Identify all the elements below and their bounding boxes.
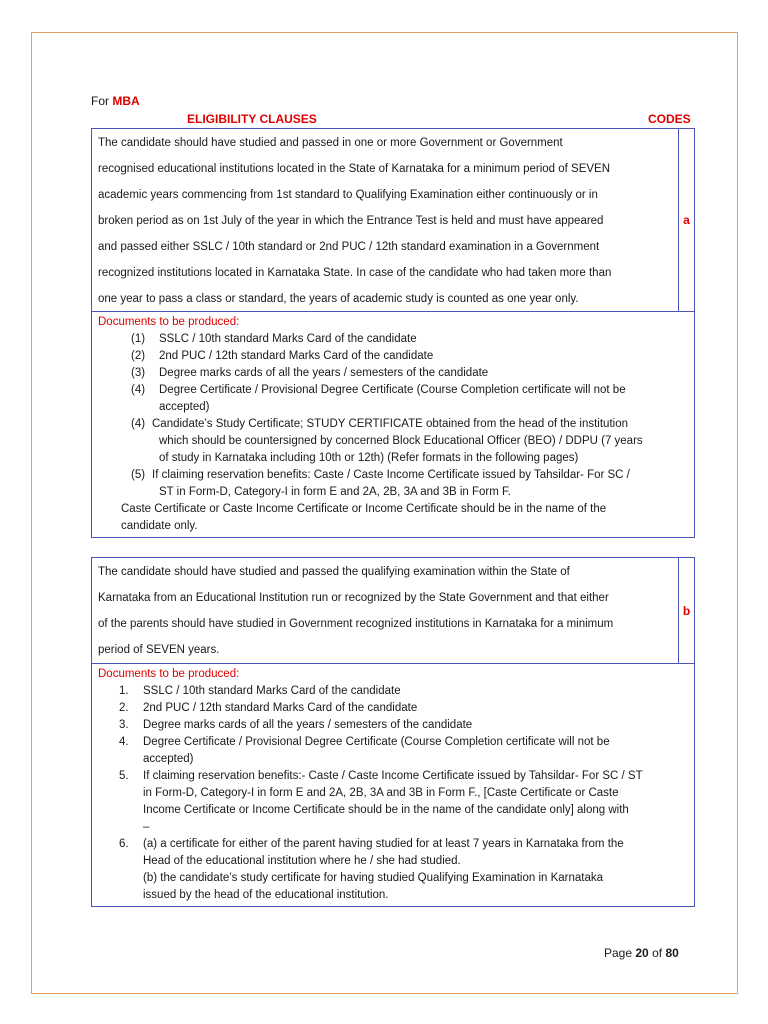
clause-a-line: recognised educational institutions located in the State of Karnataka for a minimum period of SEVEN: [98, 163, 611, 175]
clause-b-documents: [92, 664, 694, 904]
item-number: 6.: [119, 838, 129, 850]
clause-a-box: [91, 128, 695, 538]
clause-a-line: and passed either SSLC / 10th standard or 2nd PUC / 12th standard examination in a Government: [98, 241, 600, 253]
clause-a-documents: [92, 312, 694, 535]
clause-a-row: [92, 129, 694, 312]
document-item: [98, 467, 686, 501]
clause-b-line: Karnataka from an Educational Institution run or recognized by the State Government and that either: [98, 592, 609, 604]
clause-a-line: academic years commencing from 1st standard to Qualifying Examination either continuously or in: [98, 189, 598, 201]
clause-a-line: broken period as on 1st July of the year in which the Entrance Test is held and must have appeared: [98, 215, 604, 227]
document-item: [98, 683, 686, 700]
item-line: which should be countersigned by concerned Block Educational Officer (BEO) / DDPU (7 years: [159, 435, 643, 447]
document-item: [98, 382, 686, 416]
item-line: 2nd PUC / 12th standard Marks Card of the candidate: [143, 702, 418, 714]
item-line: SSLC / 10th standard Marks Card of the candidate: [159, 333, 417, 345]
clause-b-text: [92, 558, 679, 663]
clause-a-code: a: [683, 213, 690, 227]
for-label: For: [91, 94, 109, 108]
item-number: 4.: [119, 736, 129, 748]
item-line: (b) the candidate’s study certificate for having studied Qualifying Examination in Karnataka: [143, 872, 604, 884]
clause-b-line: period of SEVEN years.: [98, 644, 220, 656]
item-line: in Form-D, Category-I in form E and 2A, 2B, 3A and 3B in Form F., [Caste Certificate or Caste: [143, 787, 619, 799]
clause-b-code: b: [682, 603, 691, 618]
item-number: 3.: [119, 719, 129, 731]
item-line: –: [143, 821, 150, 833]
document-item: [98, 836, 686, 904]
clause-b-line: The candidate should have studied and passed the qualifying examination within the State of: [98, 566, 570, 578]
eligibility-clauses-heading: ELIGIBILITY CLAUSES: [187, 112, 317, 126]
document-item: [98, 416, 686, 467]
total-pages: 80: [665, 946, 679, 960]
item-line: of study in Karnataka including 10th or 12th) (Refer formats in the following pages): [159, 452, 579, 464]
item-number: 2.: [119, 702, 129, 714]
clause-b-row: [92, 558, 694, 664]
program-line: [91, 94, 140, 108]
program-name: MBA: [112, 94, 140, 108]
page-label: Page: [604, 946, 633, 960]
document-item: [98, 717, 686, 734]
item-number: (4): [131, 384, 146, 396]
document-item: [98, 365, 686, 382]
documents-title: Documents to be produced:: [98, 668, 240, 680]
item-line: issued by the head of the educational institution.: [143, 889, 389, 901]
item-line: ST in Form-D, Category-I in form E and 2A, 2B, 3A and 3B in Form F.: [159, 486, 511, 498]
page-footer: [604, 946, 679, 960]
codes-heading: CODES: [648, 112, 691, 126]
closing-line: Caste Certificate or Caste Income Certificate or Income Certificate should be in the name of the: [121, 503, 607, 515]
item-line: Degree marks cards of all the years / semesters of the candidate: [143, 719, 473, 731]
item-line: 2nd PUC / 12th standard Marks Card of the candidate: [159, 350, 434, 362]
document-item: [98, 734, 686, 768]
documents-title: Documents to be produced:: [98, 316, 240, 328]
clause-a-line: The candidate should have studied and passed in one or more Government or Government: [98, 137, 563, 149]
item-number: (3): [131, 367, 146, 379]
item-line: Degree marks cards of all the years / semesters of the candidate: [159, 367, 489, 379]
document-item: [98, 700, 686, 717]
item-line: Income Certificate or Income Certificate should be in the name of the candidate only] along with: [143, 804, 629, 816]
item-line: If claiming reservation benefits: Caste / Caste Income Certificate issued by Tahsildar- For SC /: [152, 469, 630, 481]
item-line: Degree Certificate / Provisional Degree Certificate (Course Completion certificate will not be: [143, 736, 610, 748]
item-number: (5): [131, 469, 146, 481]
item-line: Head of the educational institution where he / she had studied.: [143, 855, 461, 867]
item-line: SSLC / 10th standard Marks Card of the candidate: [143, 685, 401, 697]
item-line: Candidate’s Study Certificate; STUDY CERTIFICATE obtained from the head of the institution: [152, 418, 628, 430]
item-line: accepted): [159, 401, 210, 413]
item-line: If claiming reservation benefits:- Caste / Caste Income Certificate issued by Tahsildar- For SC / ST: [143, 770, 643, 782]
clause-b-box: [91, 557, 695, 907]
item-line: (a) a certificate for either of the parent having studied for at least 7 years in Karnataka from the: [143, 838, 624, 850]
item-number: 5.: [119, 770, 129, 782]
document-item: [98, 348, 686, 365]
item-number: 1.: [119, 685, 129, 697]
clause-a-line: recognized institutions located in Karnataka State. In case of the candidate who had taken more than: [98, 267, 612, 279]
document-item: [98, 331, 686, 348]
item-number: (1): [131, 333, 146, 345]
page-number: 20: [635, 946, 649, 960]
document-item: [98, 768, 686, 836]
closing-line: candidate only.: [121, 520, 198, 532]
clause-a-text: [92, 129, 679, 311]
clause-a-line: one year to pass a class or standard, the years of academic study is counted as one year only.: [98, 293, 579, 305]
item-line: accepted): [143, 753, 194, 765]
clause-b-line: of the parents should have studied in Government recognized institutions in Karnataka for a minimum: [98, 618, 614, 630]
item-number: (2): [131, 350, 146, 362]
item-line: Degree Certificate / Provisional Degree Certificate (Course Completion certificate will not be: [159, 384, 626, 396]
item-number: (4): [131, 418, 146, 430]
of-label: of: [652, 946, 663, 960]
